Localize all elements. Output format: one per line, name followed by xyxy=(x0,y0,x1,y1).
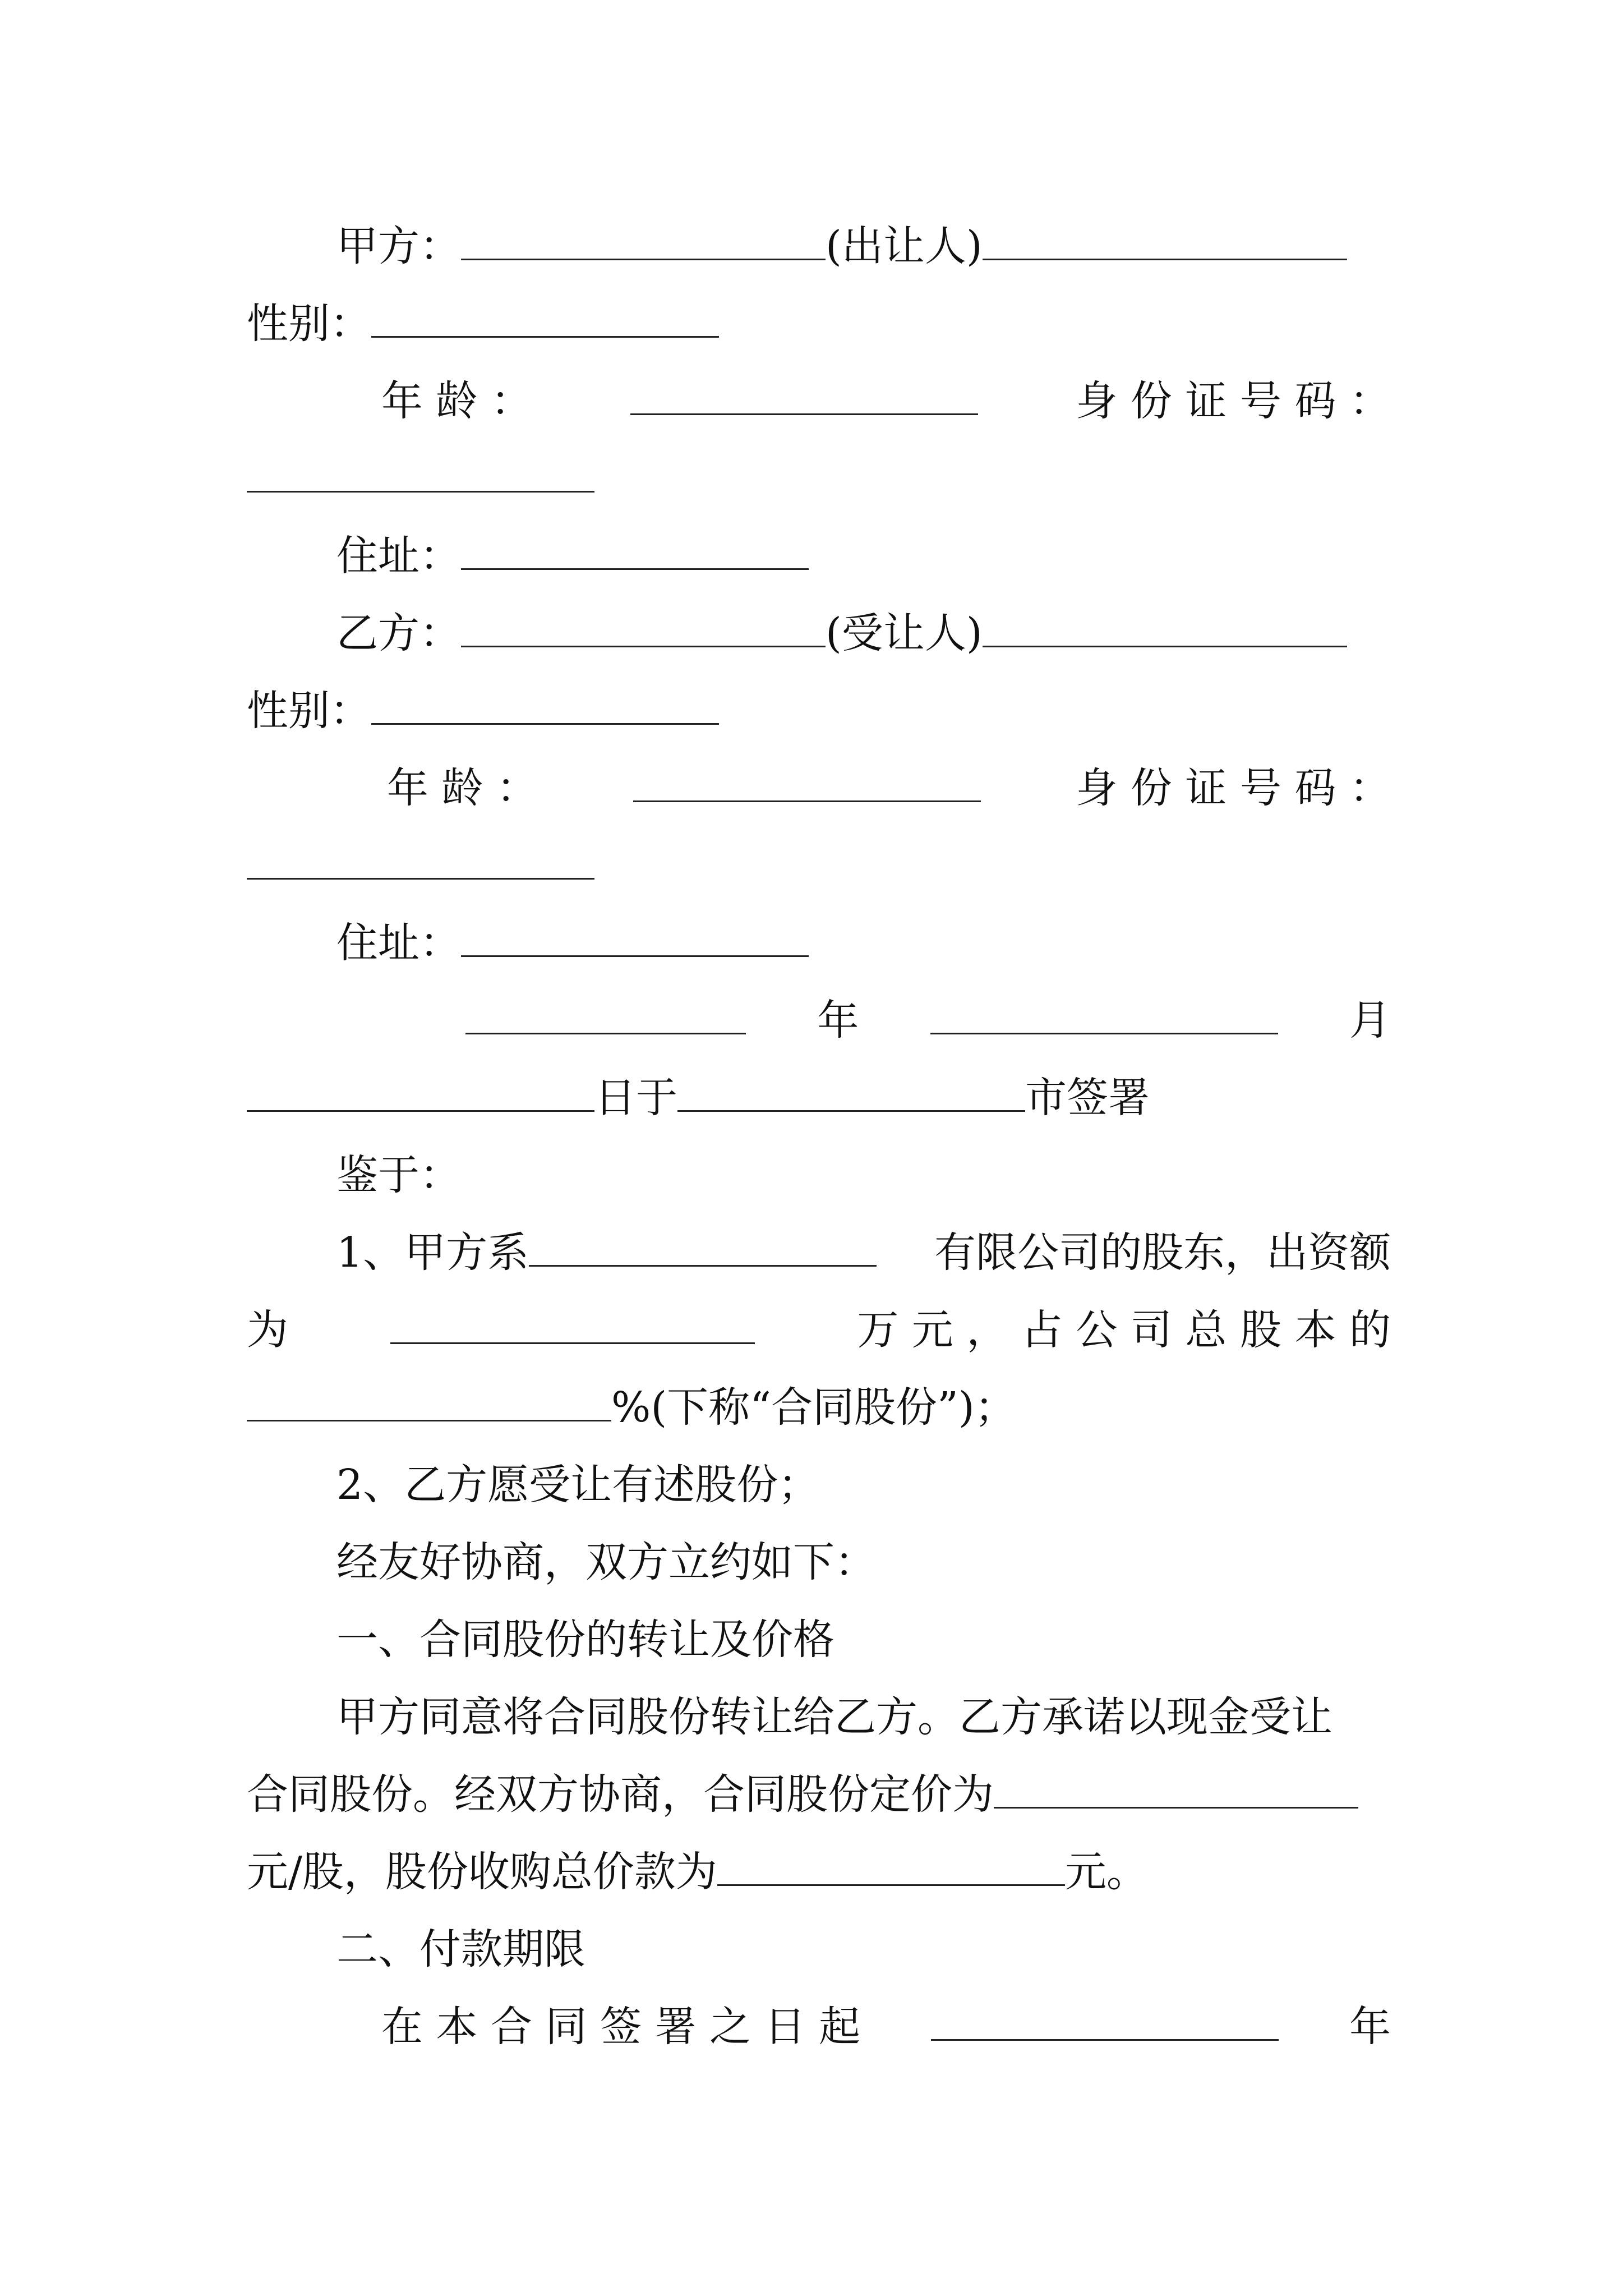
whereas-item1-line2 xyxy=(247,1291,1391,1369)
party-b-age-label: 年 龄 ： xyxy=(387,764,538,812)
party-a-id-blank[interactable] xyxy=(247,452,594,493)
section2-p1: 在 本 合 同 签 署 之 日 起 xyxy=(381,2003,861,2051)
party-b-extra-blank[interactable] xyxy=(983,606,1347,647)
party-b-label: 乙方： xyxy=(336,609,461,657)
payment-year-blank[interactable] xyxy=(931,2000,1279,2041)
date-line-2 xyxy=(247,1059,1391,1137)
party-b-role: (受让人) xyxy=(826,609,983,657)
amount-blank[interactable] xyxy=(390,1303,755,1344)
whereas-title: 鉴于： xyxy=(336,1151,461,1199)
month-label: 月 xyxy=(1349,996,1391,1045)
section2-year: 年 xyxy=(1349,2003,1391,2051)
party-b-gender-label: 性别： xyxy=(247,687,371,735)
percent-blank[interactable] xyxy=(247,1381,611,1421)
day-at-label: 日于 xyxy=(594,1074,677,1122)
section1-p2: 合同股份。经双方协商，合同股份定价为 xyxy=(247,1770,994,1819)
party-b-id-label: 身 份 证 号 码 ： xyxy=(1076,764,1391,812)
party-a-age-blank[interactable] xyxy=(630,374,978,415)
section2-title: 二、付款期限 xyxy=(336,1925,585,1973)
party-a-gender-label: 性别： xyxy=(247,300,371,348)
party-a-id-line xyxy=(247,440,1391,517)
year-label: 年 xyxy=(817,996,859,1045)
party-b-gender-line xyxy=(247,672,1391,749)
party-b-address-label: 住址： xyxy=(336,919,461,967)
section1-p3a: 元/股，股份收购总价款为 xyxy=(247,1848,717,1896)
whereas-item1-line3 xyxy=(247,1369,1391,1446)
party-a-extra-blank[interactable] xyxy=(983,219,1347,260)
company-blank[interactable] xyxy=(529,1226,877,1267)
whereas-item1-line1 xyxy=(247,1214,1391,1291)
section1-p3-line xyxy=(247,1833,1391,1911)
contract-document xyxy=(247,208,1391,2065)
party-b-id-blank[interactable] xyxy=(247,839,594,880)
item1-wei: 为 xyxy=(247,1306,288,1354)
party-a-name-blank[interactable] xyxy=(461,219,826,260)
party-b-age-id-line xyxy=(247,749,1391,827)
party-b-name-blank[interactable] xyxy=(461,606,826,647)
party-a-role: (出让人) xyxy=(826,222,983,270)
year-blank[interactable] xyxy=(465,993,746,1034)
section1-p2-line xyxy=(247,1756,1391,1833)
party-a-age-id-line xyxy=(247,362,1391,440)
party-b-line xyxy=(247,595,1391,672)
date-line-1 xyxy=(247,982,1391,1059)
party-a-gender-line xyxy=(247,285,1391,362)
item1-amount-text: 万 元 ， 占 公 司 总 股 本 的 xyxy=(857,1306,1391,1354)
item1-percent-text: %(下称“合同股份”)； xyxy=(611,1383,1016,1432)
party-b-address-blank[interactable] xyxy=(461,916,809,957)
whereas-item2: 2、乙方愿受让有述股份； xyxy=(336,1461,820,1509)
party-b-address-line xyxy=(247,904,1391,982)
price-per-share-blank[interactable] xyxy=(994,1768,1358,1809)
item1-prefix: 1、甲方系 xyxy=(336,1228,529,1277)
party-a-address-line xyxy=(247,517,1391,595)
day-blank[interactable] xyxy=(247,1071,594,1112)
whereas-agree: 经友好协商，双方立约如下： xyxy=(336,1538,876,1586)
party-a-id-label: 身 份 证 号 码 ： xyxy=(1076,377,1391,425)
section1-p3b: 元。 xyxy=(1064,1848,1148,1896)
section1-title: 一、合同股份的转让及价格 xyxy=(336,1616,834,1664)
section2-p1-line xyxy=(247,1988,1391,2065)
party-b-gender-blank[interactable] xyxy=(371,684,719,725)
section1-p1: 甲方同意将合同股份转让给乙方。乙方承诺以现金受让 xyxy=(336,1693,1332,1741)
city-blank[interactable] xyxy=(677,1071,1025,1112)
item1-company-text: 有限公司的股东，出资额 xyxy=(934,1228,1391,1277)
party-b-id-line xyxy=(247,827,1391,904)
party-a-age-label: 年 龄 ： xyxy=(381,377,533,425)
month-blank[interactable] xyxy=(930,993,1278,1034)
party-a-line xyxy=(247,208,1391,285)
party-a-label: 甲方： xyxy=(336,222,461,270)
party-a-address-label: 住址： xyxy=(336,532,461,580)
party-a-gender-blank[interactable] xyxy=(371,297,719,338)
city-sign-label: 市签署 xyxy=(1025,1074,1150,1122)
party-b-age-blank[interactable] xyxy=(633,761,981,802)
total-price-blank[interactable] xyxy=(717,1845,1065,1886)
party-a-address-blank[interactable] xyxy=(461,529,809,570)
